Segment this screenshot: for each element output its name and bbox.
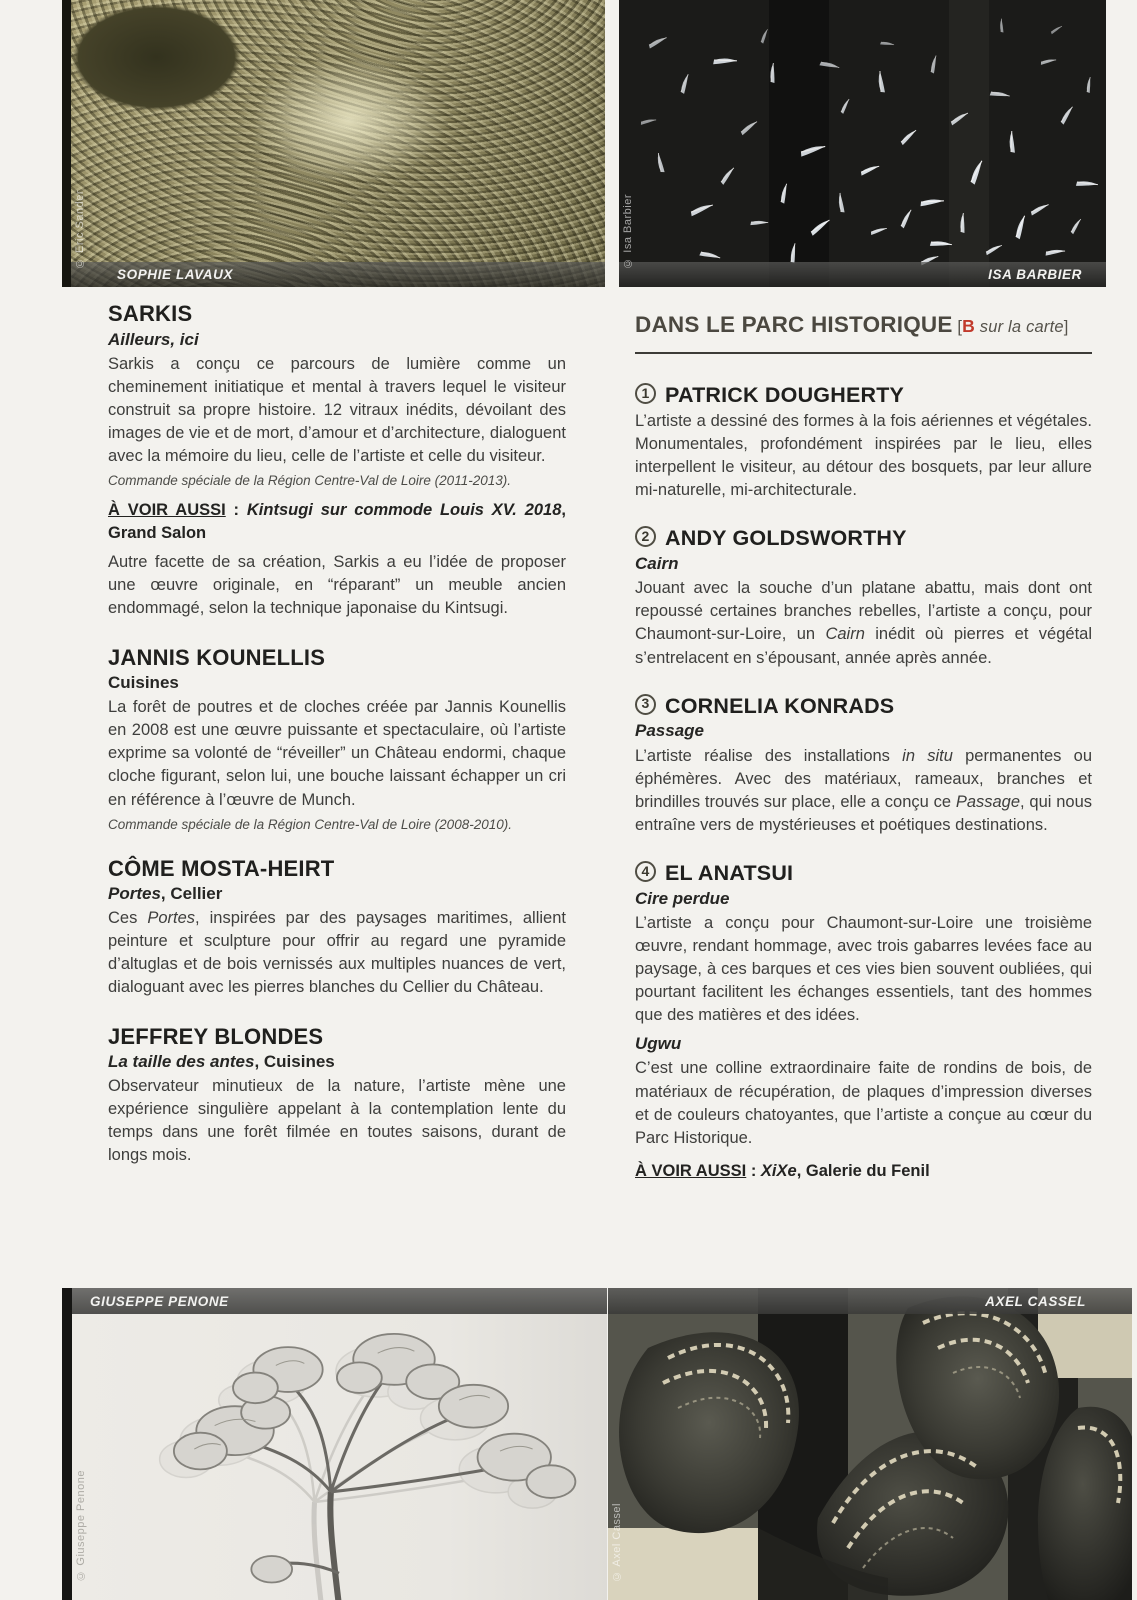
commission-note: Commande spéciale de la Région Centre-Val de Loire (2008-2010). [108,816,512,832]
left-column [108,300,566,1191]
article-blondes [108,1023,566,1168]
artist-name: SARKIS [108,301,193,326]
see-also-line: À VOIR AUSSI : Kintsugi sur commode Louis XV. 2018, Grand Salon [108,501,566,543]
number-badge: 2 [635,526,656,547]
work-line: La taille des antes, Cuisines [108,1052,335,1072]
article-body: Sarkis a conçu ce parcours de lumière comme un cheminement initiatique et mental à travers lequel le visiteur construit sa propre histoire. 12 vitraux inédits, dévoilant des images de vie et de mort, d’amour et d’architecture, dialoguent avec la mémoire du lieu, celle de l’artiste et celle du visiteur. [108,354,566,465]
map-marker-b: B [962,316,975,336]
work-line: Cuisines [108,673,179,693]
right-column [635,300,1092,1206]
caption-band [608,1288,1132,1314]
feathers-graphic [619,0,1106,287]
photo-caption: AXEL CASSEL [985,1293,1086,1309]
article-body: L’artiste a conçu pour Chaumont-sur-Loire une troisième œuvre, rendant hommage, avec trois gabarres levées face au paysage, à ces barques et ces vies bien souvent oubliées, qui pourtant facilitent les échanges essentiels, tant des hommes que des matières et des idées. [635,913,1092,1025]
article-body-2: C’est une colline extraordinaire faite de rondins de bois, de matériaux de récupération, de plaques d’impression diverses et de couleurs chatoyantes, que l’artiste a conçue au cœur du Parc Historique. [635,1059,1092,1147]
see-also-body: Autre facette de sa création, Sarkis a eu l’idée de proposer une œuvre originale, en “réparant” un meuble ancien endommagé, selon la technique japonaise du Kintsugi. [108,553,566,618]
photo-giuseppe-penone [62,1288,607,1600]
wood-sculpture-graphic [608,1288,1132,1600]
number-badge: 4 [635,861,656,882]
see-also-line: À VOIR AUSSI : XiXe, Galerie du Fenil [635,1161,930,1180]
article-anatsui [635,860,1092,1183]
caption-band [619,262,1106,287]
artist-name: 3 CORNELIA KONRADS [635,693,1092,720]
article-goldsworthy [635,525,1092,669]
caption-band [72,1288,607,1314]
work-line: Ailleurs, ici [108,329,199,349]
work-line-2: Ugwu [635,1034,682,1054]
photo-caption: SOPHIE LAVAUX [117,267,234,282]
article-body: La forêt de poutres et de cloches créée par Jannis Kounellis en 2008 est une œuvre puissante et spectaculaire, où l’artiste exprime sa volonté de “réveiller” un Château endormi, chaque cloche figurant, selon lui, une bouche laissant échapper un cri en référence à l’œuvre de Munch. [108,698,566,809]
divider [635,352,1092,354]
tree-drawing-graphic [72,1288,607,1600]
article-body: L’artiste réalise des installations in situ permanentes ou éphémères. Avec des matériaux, rameaux, branches et brindilles trouvés sur place, elle a conçu ce Passage, qui nous entraîne vers de mystérieuses et poétiques destinations. [635,746,1093,834]
photo-credit-giuseppe-penone: © Giuseppe Penone [75,1470,87,1582]
number-badge: 1 [635,383,656,404]
article-konrads [635,693,1092,837]
work-line: Cairn [635,554,679,574]
artist-name: JEFFREY BLONDES [108,1023,324,1049]
artist-name: 2 ANDY GOLDSWORTHY [635,525,1092,552]
article-body: Observateur minutieux de la nature, l’artiste mène une expérience singulière appelant à la contemplation lente du temps dans une forêt filmée en toutes saisons, durant de longs mois. [108,1077,566,1165]
work-line: Passage [635,721,704,741]
number-badge: 3 [635,694,656,715]
artist-name: 4 EL ANATSUI [635,860,1092,887]
article-mosta-heirt [108,855,566,1000]
photo-credit-axel-cassel: © Axel Cassel [611,1502,623,1582]
article-sarkis [108,300,566,621]
photo-caption: GIUSEPPE PENONE [90,1293,229,1309]
photo-isa-barbier [619,0,1106,287]
artist-name: JANNIS KOUNELLIS [108,644,326,670]
work-line: Portes, Cellier [108,884,223,904]
park-section-title: DANS LE PARC HISTORIQUE [B sur la carte] [635,312,1069,337]
work-line: Cire perdue [635,888,730,908]
article-body: L’artiste a dessiné des formes à la fois aériennes et végétales. Monumentales, profondément inspirées par le lieu, elles interpellent le visiteur, au détour des bosquets, par leur allure mi-naturelle, mi-architecturale. [635,411,1092,500]
photo-credit-isa-barbier: © Isa Barbier [622,194,634,269]
article-kounellis [108,644,566,832]
photo-axel-cassel [608,1288,1132,1600]
artist-name: CÔME MOSTA-HEIRT [108,855,335,881]
article-body: Jouant avec la souche d’un platane abattu, mais dont ont repoussé certaines branches rebelles, l’artiste a conçu, pour Chaumont-sur-Loire, un Cairn inédit où pierres et végétal s’entrelacent en s’épousant, année après année. [635,579,1092,667]
photo-caption: ISA BARBIER [988,267,1082,282]
article-dougherty [635,382,1092,502]
artist-name: 1 PATRICK DOUGHERTY [635,382,1092,409]
caption-band [71,262,605,287]
commission-note: Commande spéciale de la Région Centre-Val de Loire (2011-2013). [108,473,511,489]
photo-credit-eric-sander: © Eric Sander [74,189,86,269]
photo-sophie-lavaux [62,0,605,287]
article-body: Ces Portes, inspirées par des paysages maritimes, allient peinture et sculpture pour offrir au regard une pyramide d’altuglas et de bois vernissés aux multiples nuances de vert, dialoguant avec les pierres blanches du Cellier du Château. [108,909,566,997]
